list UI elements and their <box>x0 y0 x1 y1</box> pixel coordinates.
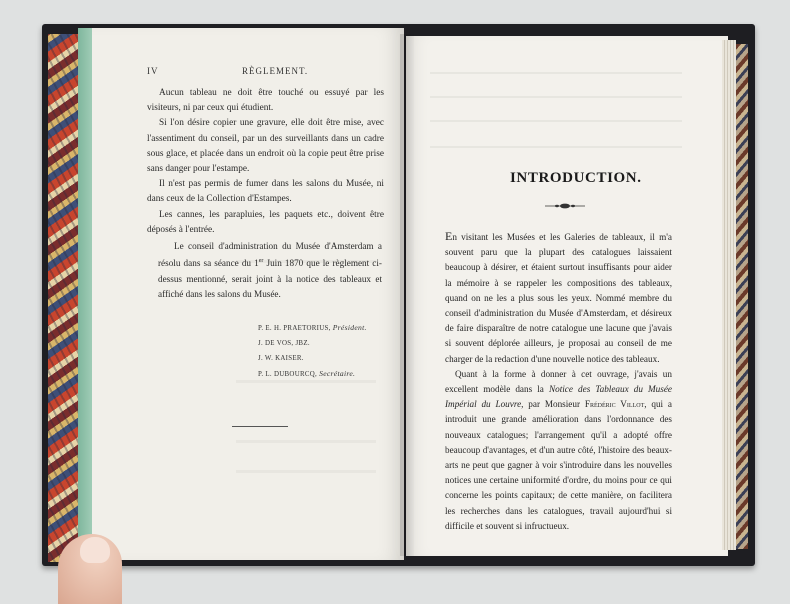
rule-paragraph: Aucun tableau ne doit être touché ou essuyé par les visiteurs, ni par ceux qui étudient. <box>147 88 384 114</box>
signature-line: J. W. KAISER. <box>258 355 304 362</box>
book-gutter <box>400 34 414 556</box>
ornament-icon <box>545 203 585 209</box>
chapter-title: INTRODUCTION. <box>510 170 642 186</box>
introduction-text <box>445 229 672 534</box>
bleed-through <box>430 120 682 122</box>
signature-line: P. L. DUBOURCQ, Secrétaire. <box>258 369 356 378</box>
marbled-endpaper-right <box>736 44 748 549</box>
right-page-edges <box>722 40 736 550</box>
signature-line: P. E. H. PRAETORIUS, Président. <box>258 323 367 332</box>
signature-line: J. DE VOS, JBZ. <box>258 340 310 347</box>
bleed-through <box>236 440 376 443</box>
council-resolution: Le conseil d'administration du Musée d'Amsterdam a résolu dans sa séance du 1er Juin 1870 que le règlement ci-dessus mentionné, serait joint à la notice des tableaux et affiché dans les salons du Musée. <box>158 241 382 300</box>
rule-paragraph: Il n'est pas permis de fumer dans les salons du Musée, ni dans ceux de la Collection d'Estampes. <box>147 179 384 205</box>
rules-text <box>147 86 384 238</box>
drop-cap: E <box>445 229 453 243</box>
bleed-through <box>236 470 376 473</box>
signatures <box>258 320 398 382</box>
running-head: RÈGLEMENT. <box>242 66 309 76</box>
thumbnail-nail <box>80 537 110 563</box>
separator-rule <box>232 426 288 427</box>
bleed-through <box>430 146 682 148</box>
rule-paragraph: Si l'on désire copier une gravure, elle doit être mise, avec l'assentiment du conseil, par un des surveillants dans un cadre sous glace, et placée dans un endroit où la copie peut être prise sans danger pour l'estampe. <box>147 118 384 175</box>
page-number: IV <box>147 66 159 76</box>
intro-paragraph: Quant à la forme à donner à cet ouvrage, j'avais un excellent modèle dans la Notice des Tableaux du Musée Impérial du Louvre, par Monsieur Frédéric Villot, qui a introduit une grande amélioration dans l'ordonnance des nouveaux catalogues; l'arrangement qu'il a adopté offre beaucoup d'avantages, et d'un autre côté, l'histoire des beaux-arts ne peut que gagner à voir s'introduire dans les nouvelles notices une certaine uniformité d'ordre, du moins pour ce qui concerne les points capitaux; de cette manière, on facilitera les recherches dans les catalogues, travail aujourd'hui si difficile et souvent si infructueux. <box>445 368 673 531</box>
rule-paragraph: Les cannes, les parapluies, les paquets etc., doivent être déposés à l'entrée. <box>147 209 384 235</box>
bleed-through <box>430 96 682 98</box>
bleed-through <box>430 72 682 74</box>
intro-paragraph: En visitant les Musées et les Galeries de tableaux, il m'a souvent paru que la plupart des catalogues laissaient beaucoup à désirer, et étaient surtout insuffisants pour aider la mémoire à se rappeler les compositions des tableaux, quand on ne les a plus sous les yeux. Nommé membre du conseil d'administration du Musée d'Amsterdam, et désireux de faire disparaître de notre catalogue une lacune que j'avais si souvent déplorée ailleurs, je proposai au conseil de me charger de la redaction d'une nouvelle notice des tableaux. <box>445 229 672 364</box>
bleed-through <box>236 260 376 263</box>
bleed-through <box>236 380 376 383</box>
